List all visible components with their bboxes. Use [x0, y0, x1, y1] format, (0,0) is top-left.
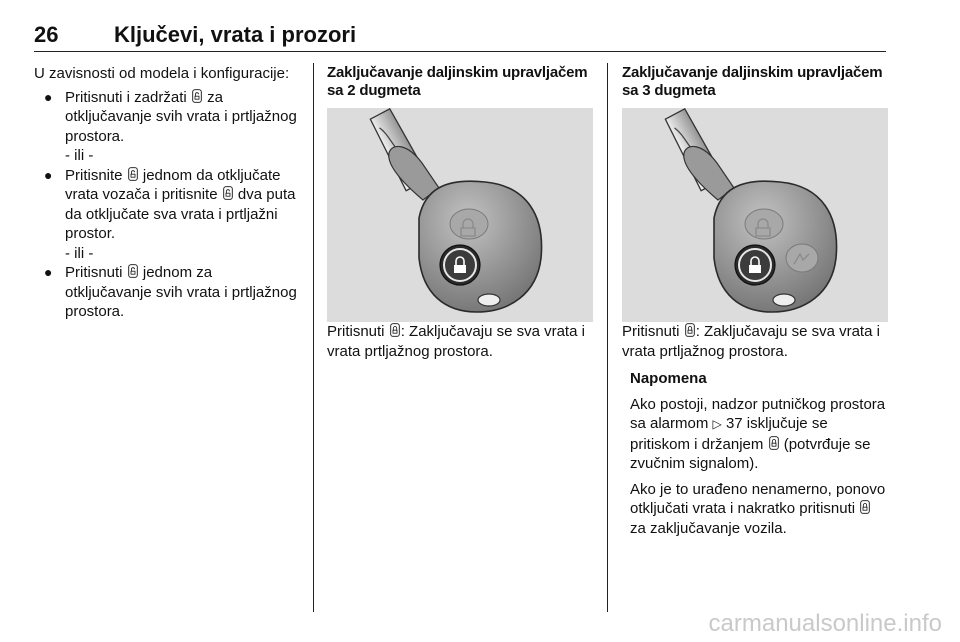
- unlock-icon: [223, 186, 233, 200]
- unlock-options-list: [34, 166, 300, 244]
- watermark: carmanualsonline.info: [708, 610, 942, 637]
- column-unlocking: [34, 64, 300, 322]
- column-divider: [313, 63, 314, 612]
- bullet-icon: ●: [44, 88, 53, 105]
- caption: Pritisnuti : Zaključavaju se sva vrata i vrata prtljažnog prostora.: [327, 323, 585, 360]
- chapter-title: Ključevi, vrata i prozori: [114, 22, 357, 47]
- unlock-options-list: [34, 88, 300, 147]
- section-heading: Zaključavanje daljinskim upravljačem sa 3 dugmeta: [622, 64, 883, 99]
- caption: Pritisnuti : Zaključavaju se sva vrata i vrata prtljažnog prostora.: [622, 323, 880, 360]
- unlock-options-list: [34, 263, 300, 322]
- lock-icon: [685, 323, 695, 337]
- intro-text: U zavisnosti od modela i konfiguracije:: [34, 65, 290, 82]
- or-separator: - ili -: [65, 147, 94, 164]
- note-paragraph: Ako postoji, nadzor putničkog prostora sa alarmom ▷ 37 isključuje se pritiskom i držanjem (potvrđuje se zvučnim signalom).: [630, 395, 886, 472]
- remote-key-3-button-illustration: [622, 108, 888, 322]
- note-box: [630, 369, 888, 538]
- column-divider: [607, 63, 608, 612]
- remote-key-2-button-illustration: [327, 108, 593, 322]
- bullet-icon: ●: [44, 166, 53, 183]
- section-heading: Zaključavanje daljinskim upravljačem sa 2 dugmeta: [327, 64, 588, 99]
- column-2-button-remote: [327, 64, 593, 361]
- note-paragraph: Ako je to urađeno nenamerno, ponovo otključati vrata i nakratko pritisnuti za zaključavanje vozila.: [630, 480, 886, 537]
- column-3-button-remote: [622, 64, 888, 538]
- remote-key-2-button-figure: [327, 108, 593, 322]
- lock-icon: [390, 323, 400, 337]
- list-item: ● Pritisnuti jednom za otključavanje svih vrata i prtljažnog prostora.: [44, 264, 297, 320]
- note-title: Napomena: [630, 370, 707, 387]
- list-item: ● Pritisnuti i zadržati za otključavanje svih vrata i prtljažnog prostora.: [44, 88, 297, 145]
- list-item: ● Pritisnite jednom da otključate vrata vozača i pritisnite dva puta da otključate sva vrata i prtljažni prostor.: [44, 166, 296, 242]
- remote-key-3-button-figure: [622, 108, 888, 322]
- reference-arrow-icon: ▷: [712, 417, 722, 431]
- page-reference-link[interactable]: 37: [725, 415, 743, 432]
- lock-icon: [860, 500, 870, 514]
- unlock-icon: [128, 264, 138, 278]
- page-header: [34, 22, 886, 50]
- lock-icon: [769, 436, 779, 450]
- or-separator: - ili -: [65, 244, 94, 262]
- bullet-icon: ●: [44, 264, 53, 280]
- header-rule: [34, 51, 886, 52]
- page-number: 26: [34, 22, 59, 47]
- unlock-icon: [128, 167, 138, 181]
- unlock-icon: [192, 89, 202, 103]
